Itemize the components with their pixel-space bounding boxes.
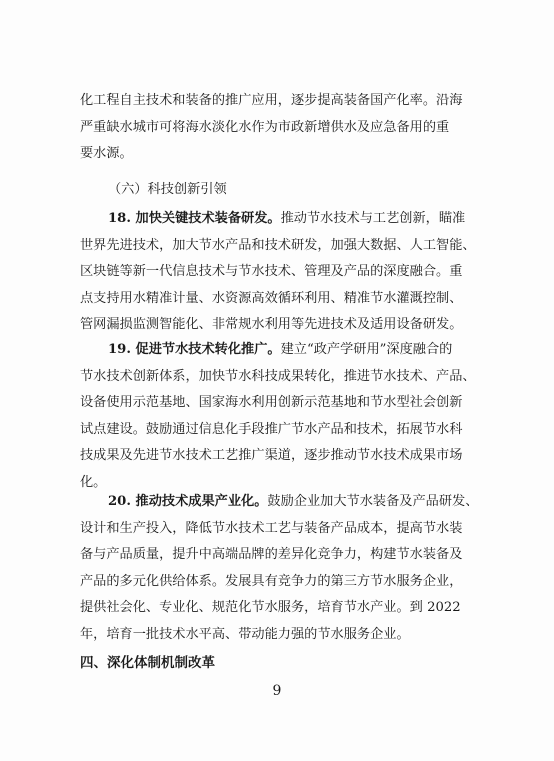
paragraph-line: 严重缺水城市可将海水淡化水作为市政新增供水及应急备用的重 <box>80 119 450 135</box>
paragraph-line: 设备使用示范基地、国家海水利用创新示范基地和节水型社会创新 <box>80 395 463 410</box>
paragraph-line: 管网漏损监测智能化、非常规水利用等先进技术及适用设备研发。 <box>80 317 463 332</box>
paragraph-line: 设计和生产投入，降低节水技术工艺与装备产品成本，提高节水装 <box>80 520 463 536</box>
page-number: 9 <box>272 683 282 699</box>
paragraph-line: 产品的多元化供给体系。发展具有竞争力的第三方节水服务企业， <box>80 573 463 589</box>
paragraph-line: 要水源。 <box>80 146 133 161</box>
item-text: 鼓励企业加大节水装备及产品研发、 <box>267 494 479 509</box>
item-20 <box>80 489 480 648</box>
paragraph-line: 技成果及先进节水技术工艺推广渠道，逐步推动节水技术成果市场 <box>80 448 463 463</box>
subheading-science-innovation <box>80 177 480 204</box>
paragraph-line: 点支持用水精准计量、水资源高效循环利用、精准节水灌溉控制、 <box>80 290 463 306</box>
paragraph-intro <box>80 88 480 168</box>
paragraph-line <box>80 489 480 516</box>
item-title: 19. 促进节水技术转化推广。 <box>108 342 281 357</box>
item-title: 18. 加快关键技术装备研发。 <box>108 211 281 226</box>
paragraph-line: 世界先进技术，加大节水产品和技术研发，加强大数据、人工智能、 <box>80 237 476 253</box>
paragraph-line: 化工程自主技术和装备的推广应用，逐步提高装备国产化率。沿海 <box>80 93 463 108</box>
paragraph-line: 试点建设。鼓励通过信息化手段推广节水产品和技术，拓展节水科 <box>80 421 463 437</box>
item-text: 建立“政产学研用”深度融合的 <box>280 342 453 357</box>
item-19 <box>80 337 480 496</box>
paragraph-line: 提供社会化、专业化、规范化节水服务，培育节水产业。到 2022 <box>80 600 461 615</box>
paragraph-line: 化。 <box>80 474 107 490</box>
item-title: 20. 推动技术成果产业化。 <box>108 494 268 509</box>
paragraph-line <box>80 337 480 364</box>
subheading-text: （六）科技创新引领 <box>108 182 227 197</box>
item-text: 推动节水技术与工艺创新，瞄准 <box>280 211 466 226</box>
section-heading: 四、深化体制机制改革 <box>80 655 215 671</box>
paragraph-line <box>80 206 480 233</box>
item-18 <box>80 206 480 339</box>
paragraph-line: 备与产品质量，提升中高端品牌的差异化竞争力，构建节水装备及 <box>80 547 463 562</box>
paragraph-line: 区块链等新一代信息技术与节水技术、管理及产品的深度融合。重 <box>80 264 463 279</box>
paragraph-line: 节水技术创新体系，加快节水科技成果转化，推进节水技术、产品、 <box>80 368 476 384</box>
paragraph-line: 年，培育一批技术水平高、带动能力强的节水服务企业。 <box>80 626 410 642</box>
